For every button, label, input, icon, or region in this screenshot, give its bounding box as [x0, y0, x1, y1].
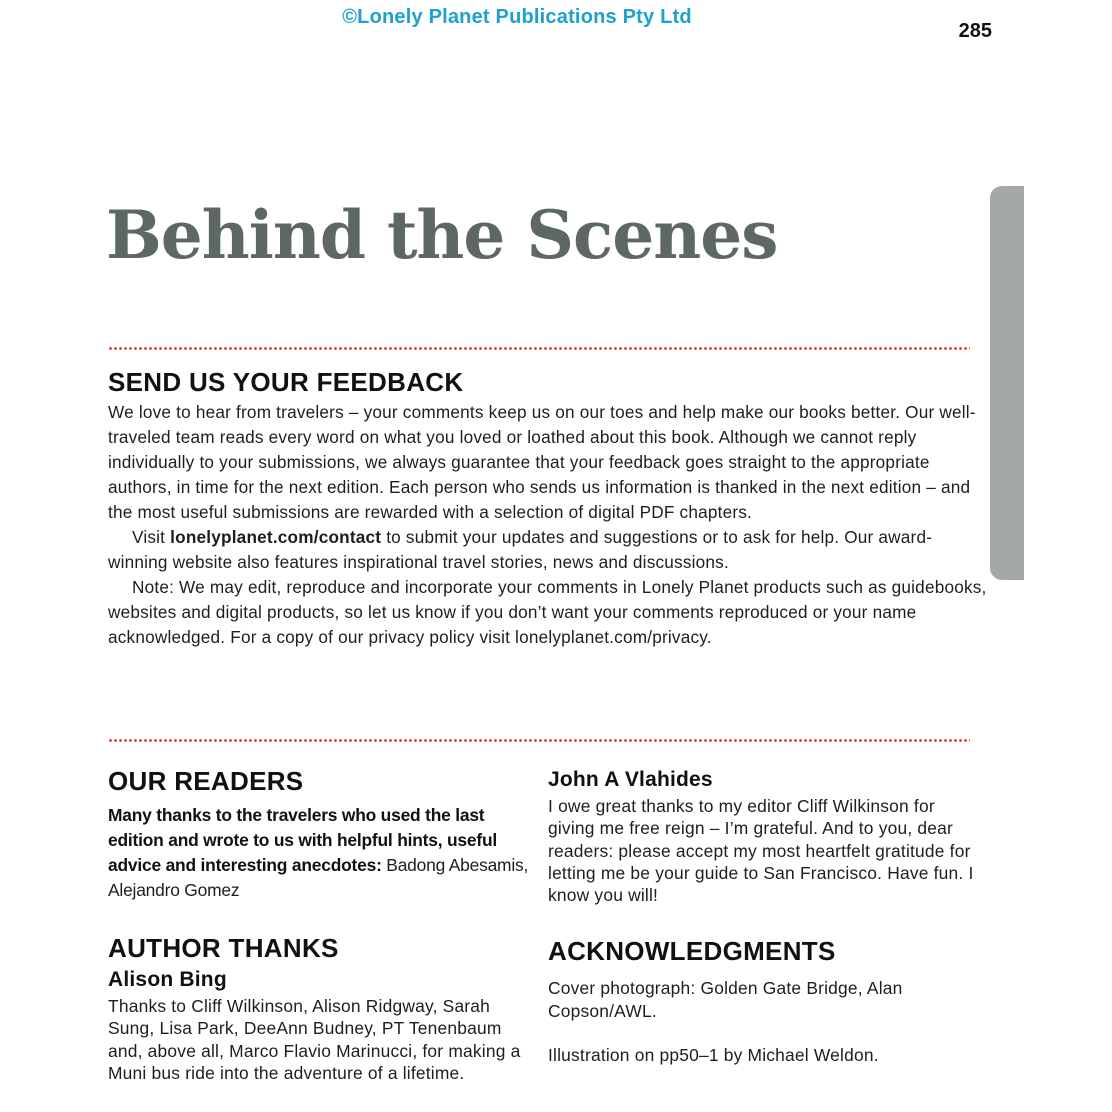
- readers-names: Badong Abesamis, Alejandro Gomez: [108, 855, 529, 900]
- author-thanks-heading: AUTHOR THANKS: [108, 933, 339, 963]
- right-column: [548, 768, 978, 1066]
- copyright-notice: ©Lonely Planet Publications Pty Ltd: [342, 6, 692, 28]
- author-name: John A Vlahides: [548, 768, 713, 791]
- readers-intro: Many thanks to the travelers who used the last edition and wrote to us with helpful hints, useful advice and interesting anecdotes:: [108, 805, 498, 875]
- acknowledgments-heading: ACKNOWLEDGMENTS: [548, 936, 836, 967]
- page-title: Behind the Scenes: [106, 196, 778, 274]
- feedback-paragraph-2: [108, 525, 988, 575]
- author-thanks-text: Thanks to Cliff Wilkinson, Alison Ridgway, Sarah Sung, Lisa Park, DeeAnn Budney, PT Tenenbaum and, above all, Marco Flavio Marinucci, for making a Muni bus ride into the adventure of a lifetime.: [108, 996, 521, 1083]
- dotted-divider-top: [108, 346, 970, 351]
- left-column: [108, 766, 538, 1084]
- feedback-paragraph-1: We love to hear from travelers – your comments keep us on our toes and help make our books better. Our well-traveled team reads every word on what you loved or loathed about this book. Although we cannot reply individually to your submissions, we always guarantee that your feedback goes straight to the appropriate authors, in time for the next edition. Each person who sends us information is thanked in the next edition – and the most useful submissions are rewarded with a selection of digital PDF chapters.: [108, 402, 976, 522]
- author-thanks-text: I owe great thanks to my editor Cliff Wilkinson for giving me free reign – I’m grateful. And to you, dear readers: please accept my most heartfelt gratitude for letting me be your guide to San Francisco. Have fun. I know you will!: [548, 796, 974, 906]
- dotted-divider-bottom: [108, 738, 970, 743]
- feedback-paragraph-2-suffix: to submit your updates and suggestions or to ask for help. Our award-winning website also features inspirational travel stories, news and discussions.: [108, 527, 933, 572]
- readers-text: [108, 803, 538, 903]
- acknowledgments-cover: Cover photograph: Golden Gate Bridge, Alan Copson/AWL.: [548, 978, 903, 1021]
- readers-heading: OUR READERS: [108, 766, 304, 796]
- author-name: Alison Bing: [108, 968, 227, 991]
- contact-link[interactable]: lonelyplanet.com/contact: [170, 527, 382, 547]
- chapter-side-tab: [990, 186, 1024, 580]
- page-number: 285: [958, 20, 992, 42]
- feedback-paragraph-3: Note: We may edit, reproduce and incorporate your comments in Lonely Planet products such as guidebooks, websites and digital products, so let us know if you don’t want your comments reproduced or your name acknowledged. For a copy of our privacy policy visit lonelyplanet.com/privacy.: [108, 577, 987, 647]
- feedback-paragraph-2-prefix: Visit: [132, 527, 171, 547]
- acknowledgments-spacer: [548, 1022, 978, 1044]
- acknowledgments-illustration: Illustration on pp50–1 by Michael Weldon.: [548, 1045, 879, 1066]
- feedback-body: [108, 400, 988, 650]
- feedback-heading: SEND US YOUR FEEDBACK: [108, 367, 464, 397]
